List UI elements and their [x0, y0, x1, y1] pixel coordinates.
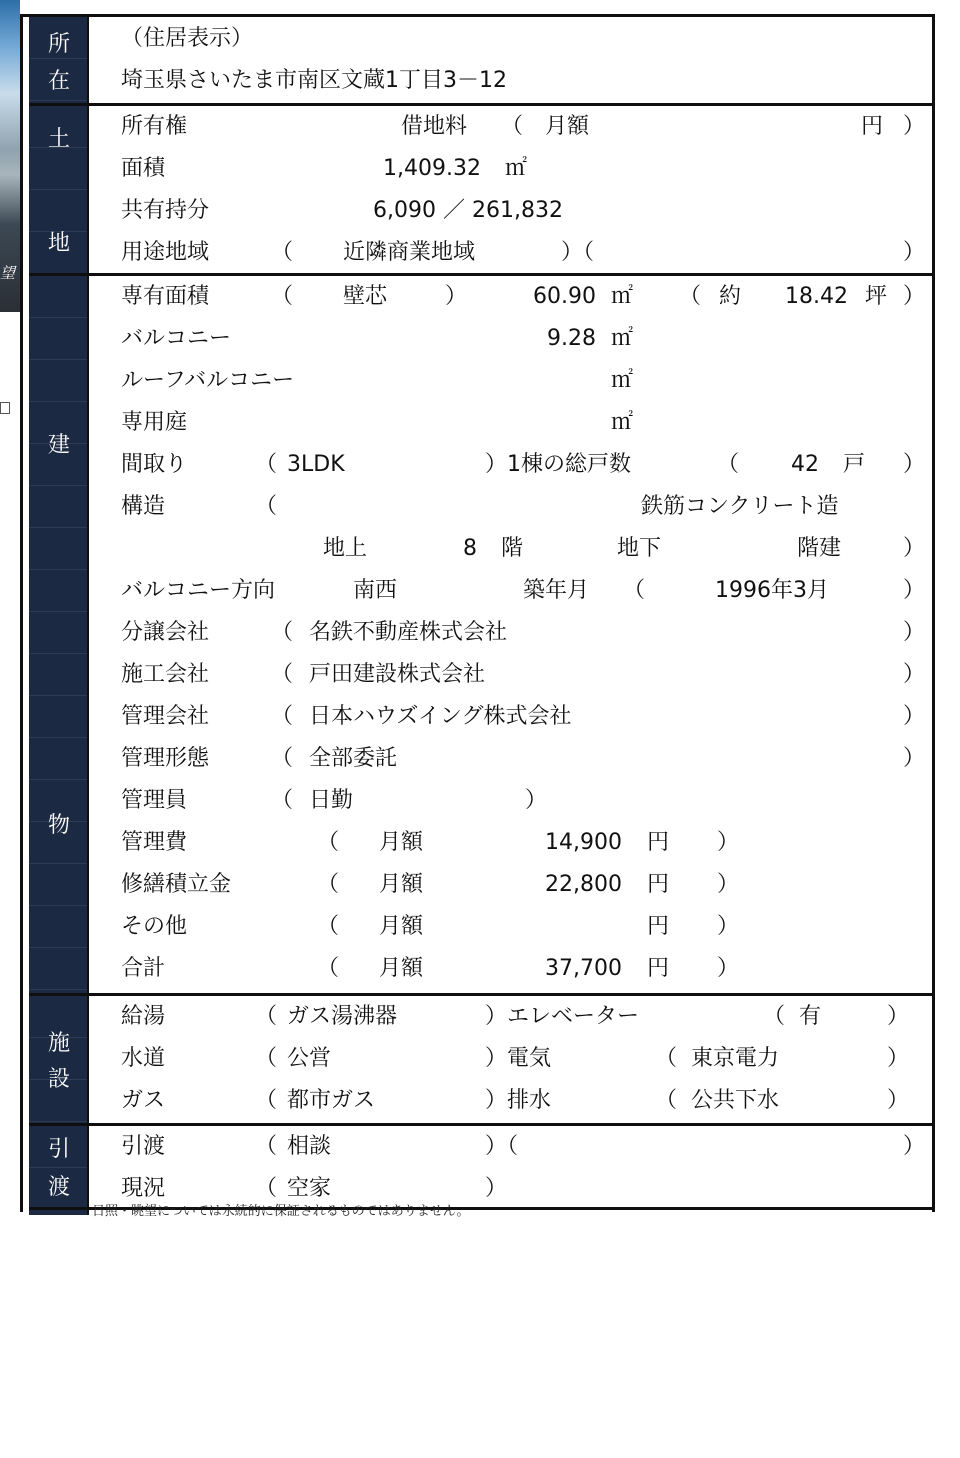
- yen-label: 円: [647, 872, 670, 897]
- land-area-label: 面積: [121, 156, 166, 181]
- land-zoning-sep: ）（: [561, 240, 595, 265]
- footer-note: 日照・眺望については永続的に保証されるものではありません。: [92, 1204, 470, 1219]
- mgmt-form-value: 全部委託: [309, 746, 398, 771]
- hotwater-value: ガス湯沸器: [287, 1004, 398, 1029]
- paren-open: （: [255, 1046, 278, 1071]
- layout-value: 3LDK: [287, 452, 345, 477]
- roof-balcony-label: ルーフバルコニー: [121, 368, 295, 393]
- paren-close: ）: [887, 1004, 910, 1029]
- land-share-value: 6,090 ／ 261,832: [373, 198, 563, 223]
- paren-open: （: [271, 662, 294, 687]
- paren-open: （: [763, 1004, 786, 1029]
- units-unit: 戸: [843, 452, 866, 477]
- label-char: 渡: [47, 1175, 70, 1200]
- roof-balcony-row: [121, 360, 932, 402]
- land-lease-label: 借地料: [401, 114, 468, 139]
- paren-open: （: [271, 284, 294, 309]
- exclusive-area-row: [121, 276, 932, 318]
- paren-close: ）: [903, 746, 926, 771]
- water-label: 水道: [121, 1046, 166, 1071]
- builder-label: 施工会社: [121, 662, 210, 687]
- mgmt-form-row: [121, 738, 932, 780]
- exclusive-area-unit: ㎡: [611, 284, 634, 309]
- section-land: [29, 103, 932, 273]
- monthly-label: 月額: [379, 914, 424, 939]
- mgmt-company-value: 日本ハウズイング株式会社: [309, 704, 572, 729]
- paren-close: ）: [485, 1176, 508, 1201]
- layout-label: 間取り: [121, 452, 188, 477]
- land-area-unit: ㎡: [505, 156, 528, 181]
- mgmt-fee-value: 14,900: [545, 830, 622, 855]
- paren-close: ）: [903, 536, 926, 561]
- paren-close: ）: [903, 704, 926, 729]
- land-area-value: 1,409.32: [383, 156, 481, 181]
- label-char: 地: [47, 231, 70, 256]
- paren-close: ）: [903, 578, 926, 603]
- paren-open: （: [655, 1046, 678, 1071]
- above-label: 地上: [323, 536, 368, 561]
- land-zoning-paren-open: （: [271, 240, 294, 265]
- builder-value: 戸田建設株式会社: [309, 662, 486, 687]
- direction-row: [121, 570, 932, 612]
- address-note-row: [121, 18, 932, 60]
- label-char: 土: [47, 127, 70, 152]
- tsubo-unit: 坪: [865, 284, 888, 309]
- garden-label: 専用庭: [121, 410, 188, 435]
- handover-label: 引渡: [121, 1134, 166, 1159]
- paren-close: ）: [903, 620, 926, 645]
- balcony-label: バルコニー: [121, 326, 232, 351]
- paren-close: ）: [903, 662, 926, 687]
- structure-label: 構造: [121, 494, 166, 519]
- other-fee-label: その他: [121, 914, 188, 939]
- land-area-row: [121, 148, 932, 190]
- exclusive-area-value: 60.90: [533, 284, 596, 309]
- paren-open: （: [317, 914, 340, 939]
- direction-label: バルコニー方向: [121, 578, 276, 603]
- label-footer: [29, 1210, 89, 1215]
- mgmt-company-row: [121, 696, 932, 738]
- exclusive-area-label: 専有面積: [121, 284, 210, 309]
- paren-close: ）: [525, 788, 548, 813]
- paren-open: （: [255, 1088, 278, 1113]
- drain-value: 公共下水: [691, 1088, 780, 1113]
- monthly-label: 月額: [379, 956, 424, 981]
- water-row: [121, 1038, 932, 1080]
- elevator-value: 有: [799, 1004, 822, 1029]
- paren-open: （: [255, 1004, 278, 1029]
- paren-open: （: [679, 284, 702, 309]
- paren-close: ）: [717, 872, 740, 897]
- paren-close: ）: [903, 1134, 926, 1159]
- land-share-label: 共有持分: [121, 198, 210, 223]
- repair-fund-label: 修繕積立金: [121, 872, 232, 897]
- label-char: 施: [47, 1031, 70, 1056]
- status-value: 空家: [287, 1176, 332, 1201]
- land-share-row: [121, 190, 932, 232]
- gas-value: 都市ガス: [287, 1088, 376, 1113]
- side-photo-strip: [0, 0, 20, 312]
- drain-label: ）排水: [485, 1088, 552, 1113]
- yen-label: 円: [647, 914, 670, 939]
- paren-open: （: [623, 578, 646, 603]
- mgmt-fee-label: 管理費: [121, 830, 188, 855]
- paren-close: ）: [717, 830, 740, 855]
- address-note: （住居表示）: [121, 26, 254, 51]
- developer-value: 名鉄不動産株式会社: [309, 620, 508, 645]
- paren-open: （: [271, 704, 294, 729]
- label-char: 引: [47, 1137, 70, 1162]
- label-char: 所: [47, 32, 70, 57]
- total-fee-label: 合計: [121, 956, 166, 981]
- paren-close: ）: [903, 284, 926, 309]
- land-right-label: 所有権: [121, 114, 188, 139]
- paren-open: （: [317, 956, 340, 981]
- electric-label: ）電気: [485, 1046, 552, 1071]
- developer-row: [121, 612, 932, 654]
- land-right-row: [121, 106, 932, 148]
- land-zoning-value: 近隣商業地域: [343, 240, 476, 265]
- label-building: [29, 276, 89, 993]
- section-handover: [29, 1123, 932, 1207]
- manager-label: 管理員: [121, 788, 188, 813]
- property-spec-table: [20, 14, 935, 1212]
- mgmt-form-label: 管理形態: [121, 746, 210, 771]
- label-char: 建: [47, 433, 70, 458]
- tsubo-value: 18.42: [785, 284, 848, 309]
- other-fee-row: [121, 906, 932, 948]
- gas-row: [121, 1080, 932, 1122]
- manager-row: [121, 780, 932, 822]
- paren-open: （: [655, 1088, 678, 1113]
- paren-open: （: [271, 620, 294, 645]
- land-monthly: 月額: [545, 114, 590, 139]
- balcony-unit: ㎡: [611, 326, 634, 351]
- handover-sep: ）（: [485, 1134, 519, 1159]
- balcony-value: 9.28: [547, 326, 596, 351]
- total-fee-row: [121, 948, 932, 990]
- paren-open: （: [255, 1176, 278, 1201]
- section-facilities: [29, 993, 932, 1123]
- section-building: [29, 273, 932, 993]
- wall-center-label: 壁芯: [343, 284, 388, 309]
- direction-value: 南西: [353, 578, 398, 603]
- monthly-label: 月額: [379, 872, 424, 897]
- yen-label: 円: [647, 956, 670, 981]
- paren-open: （: [255, 494, 278, 519]
- manager-value: 日勤: [309, 788, 354, 813]
- label-char: 在: [47, 69, 70, 94]
- monthly-label: 月額: [379, 830, 424, 855]
- paren-open: （: [255, 452, 278, 477]
- elevator-label: ）エレベーター: [485, 1004, 640, 1029]
- above-value: 8: [463, 536, 477, 561]
- paren-open: （: [271, 746, 294, 771]
- units-value: 42: [791, 452, 819, 477]
- electric-value: 東京電力: [691, 1046, 780, 1071]
- side-strip-glyph: 望: [0, 264, 16, 282]
- structure-row: [121, 486, 932, 528]
- total-fee-value: 37,700: [545, 956, 622, 981]
- label-char: 設: [47, 1067, 70, 1092]
- garden-row: [121, 402, 932, 444]
- land-zoning-label: 用途地域: [121, 240, 210, 265]
- land-paren-open: （: [501, 114, 524, 139]
- label-char: 物: [47, 813, 70, 838]
- paren-close: ）: [717, 956, 740, 981]
- repair-fund-value: 22,800: [545, 872, 622, 897]
- land-zoning-paren-close: ）: [903, 240, 926, 265]
- water-value: 公営: [287, 1046, 332, 1071]
- address-value: 埼玉県さいたま市南区文蔵1丁目3－12: [121, 68, 507, 93]
- builder-row: [121, 654, 932, 696]
- land-yen: 円: [861, 114, 884, 139]
- land-paren-close: ）: [903, 114, 926, 139]
- above-floor-unit: 階: [501, 536, 524, 561]
- layout-row: [121, 444, 932, 486]
- label-land: [29, 106, 89, 273]
- roof-balcony-unit: ㎡: [611, 368, 634, 393]
- land-zoning-row: [121, 232, 932, 274]
- built-label: 築年月: [523, 578, 590, 603]
- yen-label: 円: [647, 830, 670, 855]
- address-value-row: [121, 60, 932, 102]
- below-label: 地下: [617, 536, 662, 561]
- label-facilities: [29, 996, 89, 1123]
- balcony-row: [121, 318, 932, 360]
- label-address: [29, 17, 89, 103]
- repair-fund-row: [121, 864, 932, 906]
- mgmt-fee-row: [121, 822, 932, 864]
- status-label: 現況: [121, 1176, 166, 1201]
- side-checkbox-mark: [0, 402, 10, 414]
- storey-label: 階建: [797, 536, 842, 561]
- handover-value: 相談: [287, 1134, 332, 1159]
- paren-open: （: [717, 452, 740, 477]
- built-value: 1996年3月: [715, 578, 829, 603]
- structure-value: 鉄筋コンクリート造: [641, 494, 839, 519]
- section-address: [29, 17, 932, 103]
- paren-open: （: [255, 1134, 278, 1159]
- paren-close: ）: [717, 914, 740, 939]
- paren-open: （: [271, 788, 294, 813]
- garden-unit: ㎡: [611, 410, 634, 435]
- paren-open: （: [317, 872, 340, 897]
- label-handover: [29, 1126, 89, 1207]
- floors-row: [121, 528, 932, 570]
- hotwater-row: [121, 996, 932, 1038]
- approx-label: 約: [719, 284, 742, 309]
- units-label: ）1棟の総戸数: [485, 452, 631, 477]
- mgmt-company-label: 管理会社: [121, 704, 210, 729]
- handover-row: [121, 1126, 932, 1168]
- gas-label: ガス: [121, 1088, 166, 1113]
- paren-close: ）: [445, 284, 468, 309]
- developer-label: 分譲会社: [121, 620, 210, 645]
- hotwater-label: 給湯: [121, 1004, 166, 1029]
- paren-close: ）: [887, 1046, 910, 1071]
- paren-close: ）: [903, 452, 926, 477]
- paren-close: ）: [887, 1088, 910, 1113]
- paren-open: （: [317, 830, 340, 855]
